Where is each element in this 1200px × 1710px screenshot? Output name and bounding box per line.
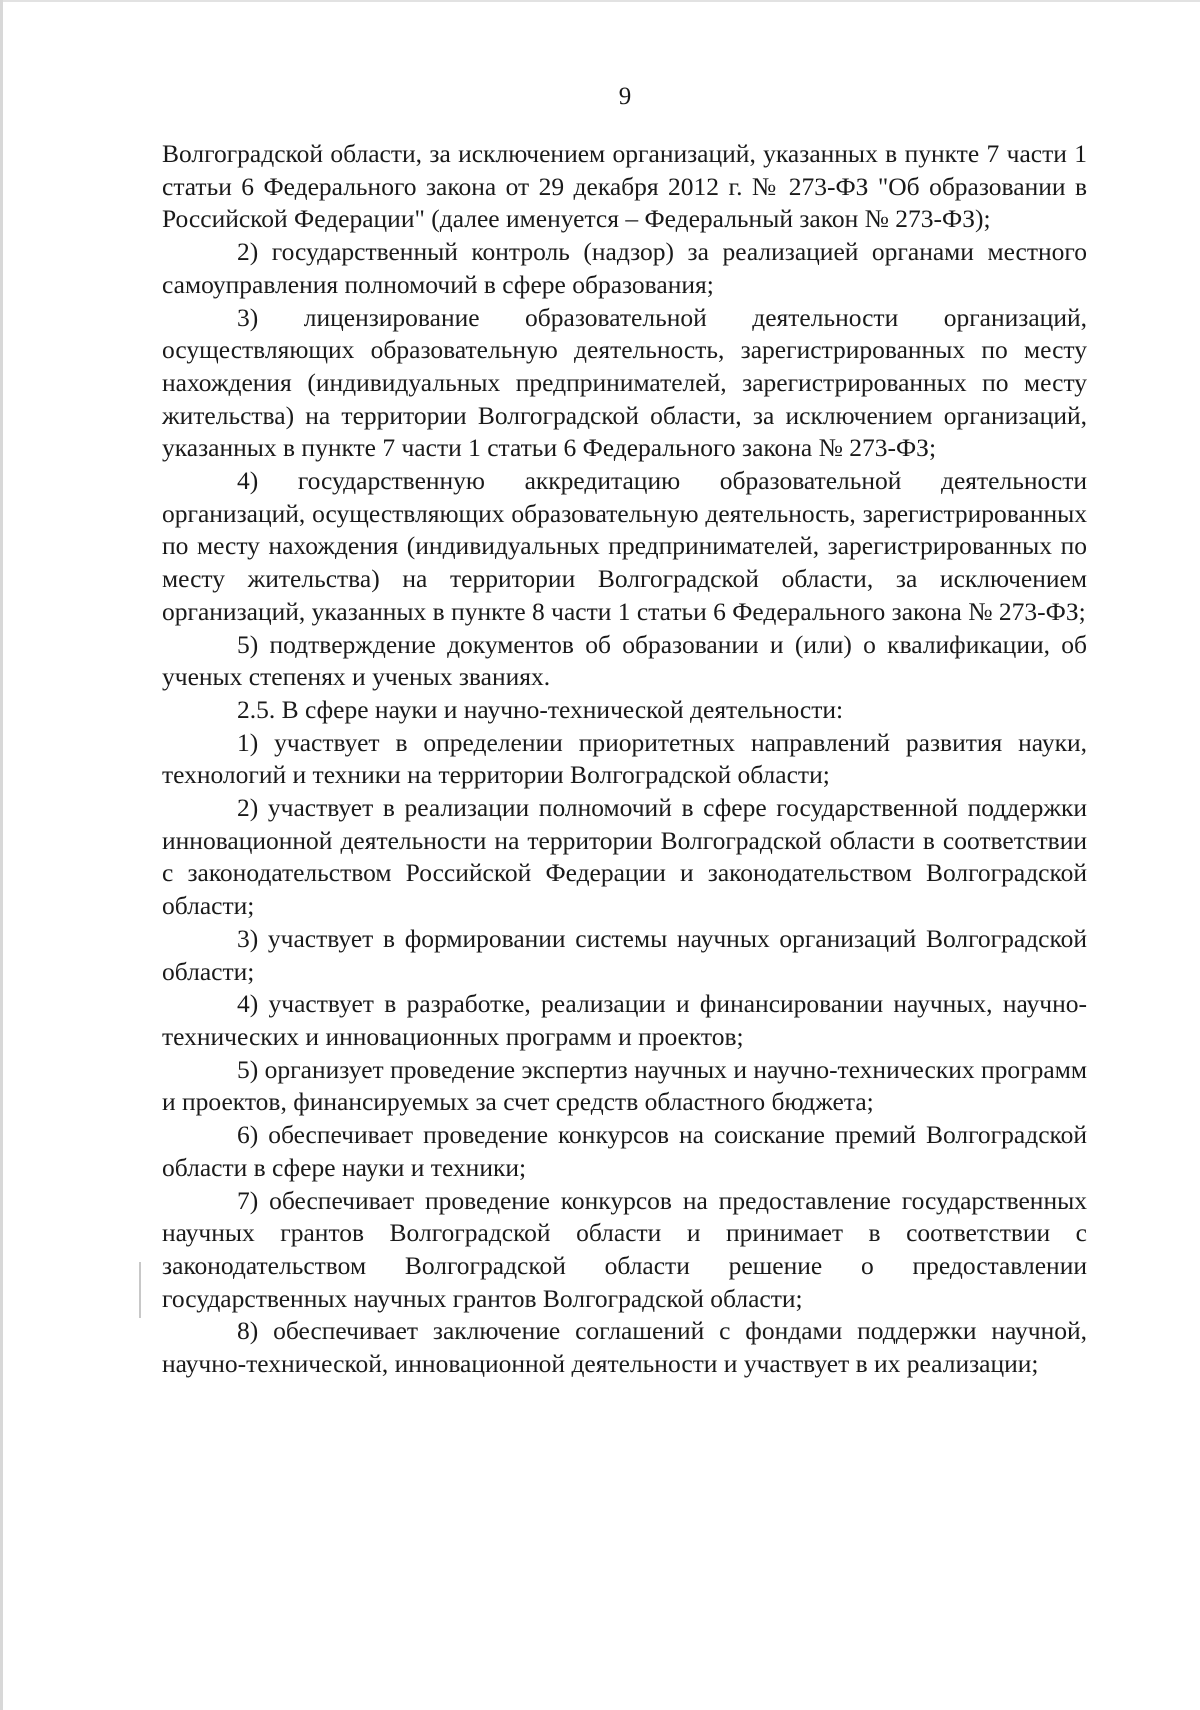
science-item-5: 5) организует проведение экспертиз научных и научно-технических программ и проектов, финансируемых за счет средств областного бюджета;	[162, 1054, 1087, 1117]
science-item-6: 6) обеспечивает проведение конкурсов на соискание премий Волгоградской области в сфере науки и техники;	[162, 1120, 1087, 1182]
paragraph-item-4: 4) государственную аккредитацию образовательной деятельности организаций, осуществляющих образовательную деятельность, зарегистрированных по месту нахождения (индивидуальных предпринимателей, зарегистрированных по месту жительства) на территории Волгоградской области, за исключением организаций, указанных в пункте 8 части 1 статьи 6 Федерального закона № 273-ФЗ;	[162, 466, 1087, 626]
page-number: 9	[618, 83, 632, 110]
science-item-4: 4) участвует в разработке, реализации и финансировании научных, научно-технических и инновационных программ и проектов;	[162, 989, 1087, 1051]
science-item-3: 3) участвует в формировании системы научных организаций Волгоградской области;	[162, 923, 1087, 986]
section-heading-2-5: 2.5. В сфере науки и научно-технической деятельности:	[237, 694, 844, 724]
scan-margin-mark	[139, 1262, 141, 1318]
paragraph-continuation: Волгоградской области, за исключением организаций, указанных в пункте 7 части 1 статьи 6 Федерального закона от 29 декабря 2012 г. № 273-ФЗ "Об образовании в Российской Федерации" (далее именуется – Федеральный закон № 273-ФЗ);	[162, 139, 1087, 234]
science-item-2: 2) участвует в реализации полномочий в сфере государственной поддержки инновационной деятельности на территории Волгоградской области в соответствии с законодательством Российской Федерации и законодательством Волгоградской области;	[162, 793, 1087, 921]
paragraph-item-5: 5) подтверждение документов об образовании и (или) о квалификации, об ученых степенях и ученых званиях.	[162, 629, 1087, 692]
paragraph-item-3: 3) лицензирование образовательной деятельности организаций, осуществляющих образовательную деятельность, зарегистрированных по месту нахождения (индивидуальных предпринимателей, зарегистрированных по месту жительства) на территории Волгоградской области, за исключением организаций, указанных в пункте 7 части 1 статьи 6 Федерального закона № 273-ФЗ;	[162, 302, 1087, 463]
science-item-1: 1) участвует в определении приоритетных направлений развития науки, технологий и техники на территории Волгоградской области;	[162, 727, 1087, 790]
paragraph-item-2: 2) государственный контроль (надзор) за реализацией органами местного самоуправления полномочий в сфере образования;	[162, 237, 1087, 299]
science-item-7: 7) обеспечивает проведение конкурсов на предоставление государственных научных грантов Волгоградской области и принимает в соответствии с законодательством Волгоградской области решение о предоставлении государственных научных грантов Волгоградской области;	[162, 1185, 1087, 1313]
document-body	[162, 138, 1087, 1381]
science-item-8: 8) обеспечивает заключение соглашений с фондами поддержки научной, научно-технической, инновационной деятельности и участвует в их реализации;	[162, 1316, 1087, 1379]
scan-edge-top	[0, 0, 1200, 2]
scan-edge-left	[0, 0, 3, 1710]
